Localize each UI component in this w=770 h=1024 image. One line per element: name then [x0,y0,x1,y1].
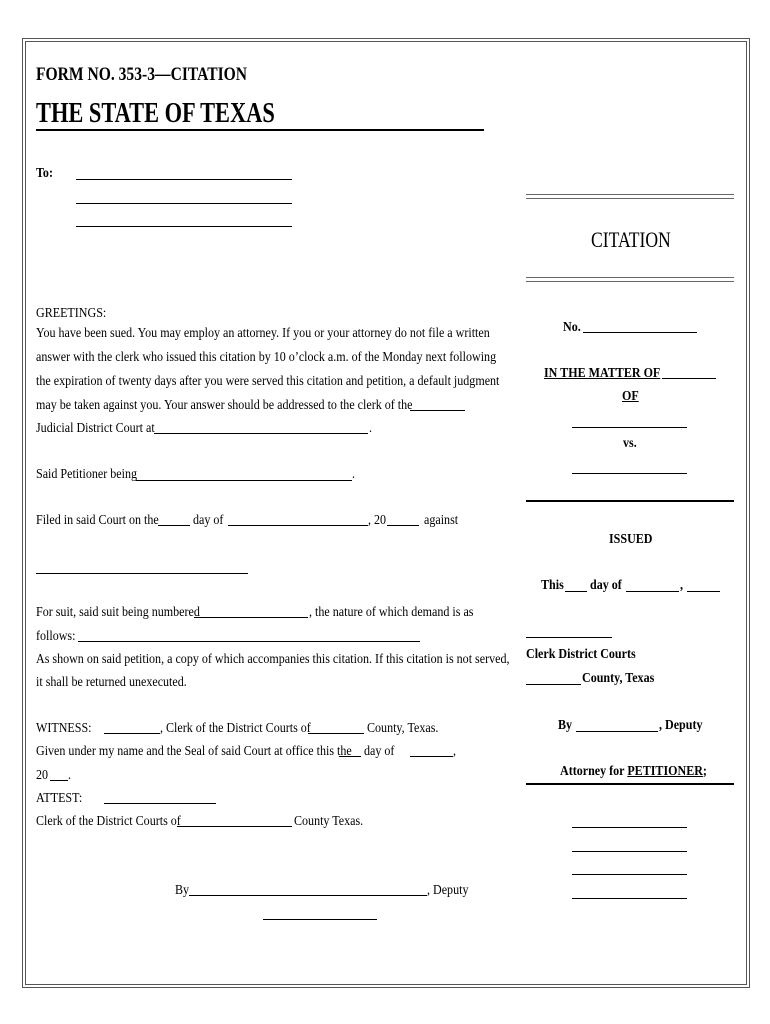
judicial-court-text: Judicial District Court at [36,421,155,436]
petitioner-text: Said Petitioner being [36,467,137,482]
clerk-court-blank[interactable] [410,410,465,411]
attorney-line-1[interactable] [572,827,687,828]
issued-comma: , [680,578,684,593]
given-day-blank[interactable] [339,756,361,757]
signature-line[interactable] [263,919,377,920]
sidebar-county-texas: County, Texas [582,671,655,686]
filed-text-4: against [424,513,459,528]
para-line-1: You have been sued. You may employ an attorney. If you or your attorney do not file a written [36,326,490,341]
in-matter-blank[interactable] [662,378,716,379]
state-title: THE STATE OF TEXAS [36,98,275,129]
issued-this: This [541,578,564,593]
state-title-underline [36,129,484,131]
twenty-prefix: 20 [36,768,49,783]
issued-label: ISSUED [609,532,653,547]
in-matter-of: IN THE MATTER OF [544,366,661,381]
witness-name-blank[interactable] [104,733,160,734]
of-label: OF [622,389,639,404]
no-blank[interactable] [583,332,697,333]
form-number: FORM NO. 353-3—CITATION [36,64,248,85]
witness-text-2: , Clerk of the District Courts of [160,721,311,736]
filed-text-1: Filed in said Court on the [36,513,159,528]
sidebar-double-rule-bottom [526,277,734,282]
clerk-text-1: Clerk of the District Courts of [36,814,181,829]
attest-blank[interactable] [104,803,216,804]
petitioner-period: . [352,467,356,482]
petitioner-blank[interactable] [136,480,352,481]
no-label: No. [563,320,581,335]
witness-text-3: County, Texas. [367,721,439,736]
party-2-blank[interactable] [572,473,687,474]
attest-label: ATTEST: [36,791,83,806]
clerk-district-courts: Clerk District Courts [526,647,636,662]
vs-label: vs. [623,436,637,451]
attorney-line-2[interactable] [572,851,687,852]
greetings: GREETINGS: [36,306,107,321]
issued-month-blank[interactable] [626,591,679,592]
attorney-prefix: Attorney for [560,764,625,779]
issued-year-blank[interactable] [687,591,720,592]
given-text-2: day of [364,744,395,759]
by-deputy: , Deputy [427,883,469,898]
filed-text-3: , 20 [368,513,387,528]
follows-text: follows: [36,629,76,644]
follows-blank[interactable] [78,641,420,642]
witness-label: WITNESS: [36,721,92,736]
sidebar-by: By [558,718,573,733]
clerk-text-2: County Texas. [294,814,364,829]
clerk-signature-line[interactable] [526,637,612,638]
filed-month-blank[interactable] [228,525,368,526]
to-label: To: [36,166,53,181]
suit-text-2: , the nature of which demand is as [309,605,474,620]
citation-heading: CITATION [591,227,671,252]
sidebar-deputy: , Deputy [659,718,703,733]
given-year-blank[interactable] [50,780,68,781]
petitioner-semicolon: ; [702,764,707,779]
shown-line-2: it shall be returned unexecuted. [36,675,187,690]
judicial-period: . [369,421,373,436]
attorney-line-4[interactable] [572,898,687,899]
twenty-period: . [68,768,72,783]
attorney-line-3[interactable] [572,874,687,875]
filed-day-blank[interactable] [158,525,190,526]
petitioner-word: PETITIONER [627,764,703,779]
filed-text-2: day of [193,513,224,528]
attorney-rule [526,783,734,785]
filed-year-blank[interactable] [387,525,419,526]
party-1-blank[interactable] [572,427,687,428]
shown-line-1: As shown on said petition, a copy of which accompanies this citation. If this citation is not served, [36,652,510,667]
given-month-blank[interactable] [410,756,453,757]
against-blank[interactable] [36,573,248,574]
suit-text-1: For suit, said suit being numbered [36,605,200,620]
sidebar-by-blank[interactable] [576,731,658,732]
by-blank[interactable] [189,895,427,896]
para-line-3: the expiration of twenty days after you were served this citation and petition, a default judgment [36,374,500,389]
to-line-1[interactable] [76,179,292,180]
clerk-county-blank[interactable] [177,826,292,827]
given-text-3: , [453,744,457,759]
para-line-4: may be taken against you. Your answer should be addressed to the clerk of the [36,398,413,413]
sidebar-county-blank[interactable] [526,684,581,685]
issued-day-of: day of [590,578,622,593]
issued-day-blank[interactable] [565,591,587,592]
judicial-court-blank[interactable] [154,433,368,434]
to-line-3[interactable] [76,226,292,227]
attorney-for [560,762,707,782]
to-line-2[interactable] [76,203,292,204]
by-label: By [175,883,190,898]
para-line-2: answer with the clerk who issued this citation by 10 o’clock a.m. of the Monday next following [36,350,497,365]
sidebar-rule [526,500,734,502]
given-text-1: Given under my name and the Seal of said Court at office this the [36,744,352,759]
suit-number-blank[interactable] [194,617,308,618]
sidebar-double-rule-top [526,194,734,199]
witness-county-blank[interactable] [308,733,364,734]
